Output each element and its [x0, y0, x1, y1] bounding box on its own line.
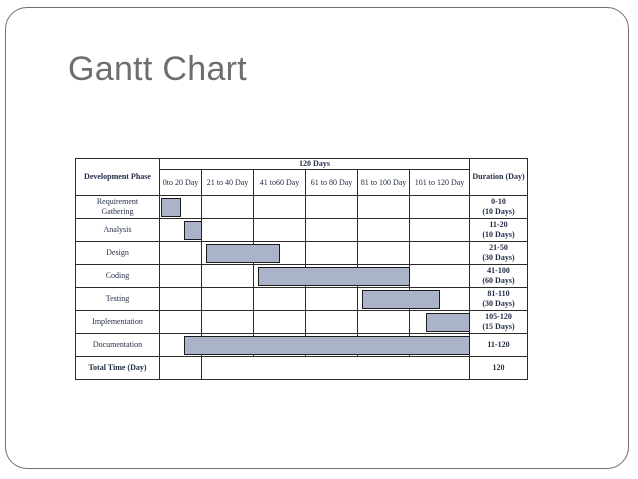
timeline-cell [160, 265, 202, 288]
phase-label: Documentation [76, 334, 160, 357]
timeline-cell [306, 311, 358, 334]
header-period: 61 to 80 Day [306, 170, 358, 196]
timeline-cell [254, 219, 306, 242]
duration-days: (10 Days) [482, 230, 515, 239]
header-duration: Duration (Day) [470, 159, 528, 196]
timeline-cell [160, 311, 202, 334]
phase-row [76, 219, 528, 242]
phase-label: Testing [76, 288, 160, 311]
duration-cell [470, 196, 528, 219]
timeline-cell [202, 196, 254, 219]
phase-label: Coding [76, 265, 160, 288]
phase-row [76, 288, 528, 311]
duration-range: 11-20 [489, 220, 508, 229]
duration-range: 41-100 [487, 266, 510, 275]
total-span-cell [202, 357, 470, 380]
gantt-bar [184, 336, 470, 355]
gantt-bar [161, 198, 181, 217]
gantt-bar [184, 221, 202, 240]
gantt-bar [206, 244, 280, 263]
header-period: 41 to60 Day [254, 170, 306, 196]
phase-label: Implementation [76, 311, 160, 334]
header-period: 81 to 100 Day [358, 170, 410, 196]
timeline-cell [160, 288, 202, 311]
gantt-bar [362, 290, 440, 309]
phase-label: Analysis [76, 219, 160, 242]
phase-row [76, 242, 528, 265]
timeline-cell [306, 196, 358, 219]
header-period: 101 to 120 Day [410, 170, 470, 196]
phase-row [76, 265, 528, 288]
duration-days: (60 Days) [482, 276, 515, 285]
total-label: Total Time (Day) [76, 357, 160, 380]
total-value: 120 [470, 357, 528, 380]
timeline-cell [410, 242, 470, 265]
duration-cell [470, 219, 528, 242]
duration-cell [470, 311, 528, 334]
timeline-cell [358, 242, 410, 265]
phase-label: Requirement Gathering [76, 196, 160, 219]
header-span: 120 Days [160, 159, 470, 170]
duration-range: 11-120 [487, 340, 510, 349]
duration-days: (15 Days) [482, 322, 515, 331]
timeline-cell [358, 311, 410, 334]
timeline-cell [202, 265, 254, 288]
duration-range: 105-120 [485, 312, 512, 321]
duration-cell [470, 265, 528, 288]
timeline-cell [306, 288, 358, 311]
phase-label: Design [76, 242, 160, 265]
duration-range: 21-50 [489, 243, 508, 252]
timeline-cell [202, 288, 254, 311]
total-row [76, 357, 528, 380]
duration-days: (30 Days) [482, 253, 515, 262]
duration-cell [470, 288, 528, 311]
gantt-bar [426, 313, 470, 332]
timeline-cell [202, 311, 254, 334]
header-phase: Development Phase [76, 159, 160, 196]
timeline-cell [410, 196, 470, 219]
timeline-cell [202, 219, 254, 242]
duration-range: 0-10 [491, 197, 506, 206]
timeline-cell [306, 219, 358, 242]
timeline-cell [160, 242, 202, 265]
timeline-cell [410, 219, 470, 242]
duration-days: (30 Days) [482, 299, 515, 308]
phase-row [76, 311, 528, 334]
slide-title: Gantt Chart [68, 50, 248, 88]
timeline-cell [306, 242, 358, 265]
timeline-cell [160, 196, 202, 219]
phase-row [76, 334, 528, 357]
duration-days: (10 Days) [482, 207, 515, 216]
header-period: 0to 20 Day [160, 170, 202, 196]
timeline-cell [410, 265, 470, 288]
duration-range: 81-110 [487, 289, 510, 298]
timeline-cell [358, 219, 410, 242]
timeline-cell [254, 288, 306, 311]
timeline-cell [254, 196, 306, 219]
gantt-bar [258, 267, 410, 286]
timeline-cell [160, 219, 202, 242]
gantt-table [75, 158, 528, 380]
phase-row [76, 196, 528, 219]
duration-cell [470, 334, 528, 357]
duration-cell [470, 242, 528, 265]
timeline-cell [254, 311, 306, 334]
timeline-cell [160, 334, 202, 357]
total-empty-cell [160, 357, 202, 380]
header-period: 21 to 40 Day [202, 170, 254, 196]
timeline-cell [358, 196, 410, 219]
